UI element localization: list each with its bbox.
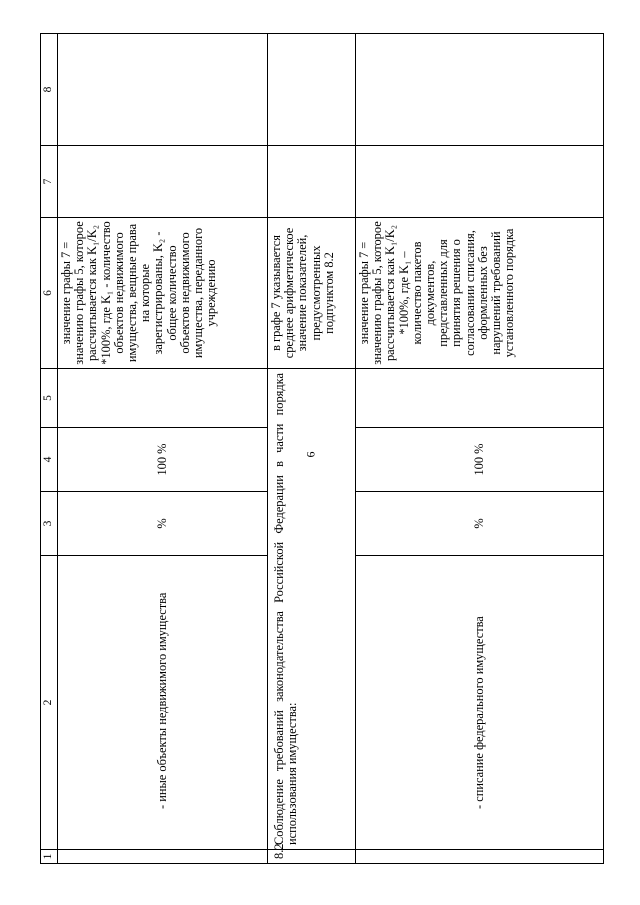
rotated-table-wrapper <box>40 34 602 864</box>
page-number: 6 <box>303 451 318 458</box>
table-row <box>268 34 356 864</box>
unit: % <box>58 492 268 556</box>
table-row <box>356 34 604 864</box>
col7-value <box>356 146 604 218</box>
header-col-5: 5 <box>41 369 58 428</box>
calculation-note: значение графы 7 = значению графы 5, которое рассчитывается как K₁/K₂ *100%, где K₁ - количество объектов недвижимого имущества, вещные права на которые зарегистрированы, K₂ - общее количество объектов недвижимого имущества, переданного учреждению <box>58 218 268 369</box>
target-value: 100 % <box>356 428 604 492</box>
indicator-name: - списание федерального имущества <box>356 556 604 850</box>
header-col-1: 1 <box>41 850 58 864</box>
row-number <box>58 850 268 864</box>
col8-value <box>356 34 604 146</box>
col7-value <box>268 146 356 218</box>
calculation-note: значение графы 7 = значению графы 5, которое рассчитывается как K₁/K₂ *100%, где K₁ – количество пакетов документов, представленных для принятия решения о согласовании списания, оформленных без нарушений требований установленного порядка <box>356 218 604 369</box>
header-col-6: 6 <box>41 218 58 369</box>
row-number <box>356 850 604 864</box>
header-row <box>41 34 58 864</box>
col7-value <box>58 146 268 218</box>
header-col-2: 2 <box>41 556 58 850</box>
actual-value <box>58 369 268 428</box>
target-value: 100 % <box>58 428 268 492</box>
col8-value <box>268 34 356 146</box>
actual-value <box>356 369 604 428</box>
header-col-4: 4 <box>41 428 58 492</box>
indicator-name: - иные объекты недвижимого имущества <box>58 556 268 850</box>
col8-value <box>58 34 268 146</box>
calculation-note: в графе 7 указывается среднее арифметическое значение показателей, предусмотренных подпунктом 8.2 <box>268 218 356 369</box>
header-col-8: 8 <box>41 34 58 146</box>
row-number: 8.2. <box>268 850 356 864</box>
header-col-3: 3 <box>41 492 58 556</box>
header-col-7: 7 <box>41 146 58 218</box>
indicator-table <box>40 33 604 864</box>
table-row <box>58 34 268 864</box>
unit: % <box>356 492 604 556</box>
section-title: Соблюдение требований законодательства Российской Федерации в части порядка использования имущества: <box>268 369 356 850</box>
